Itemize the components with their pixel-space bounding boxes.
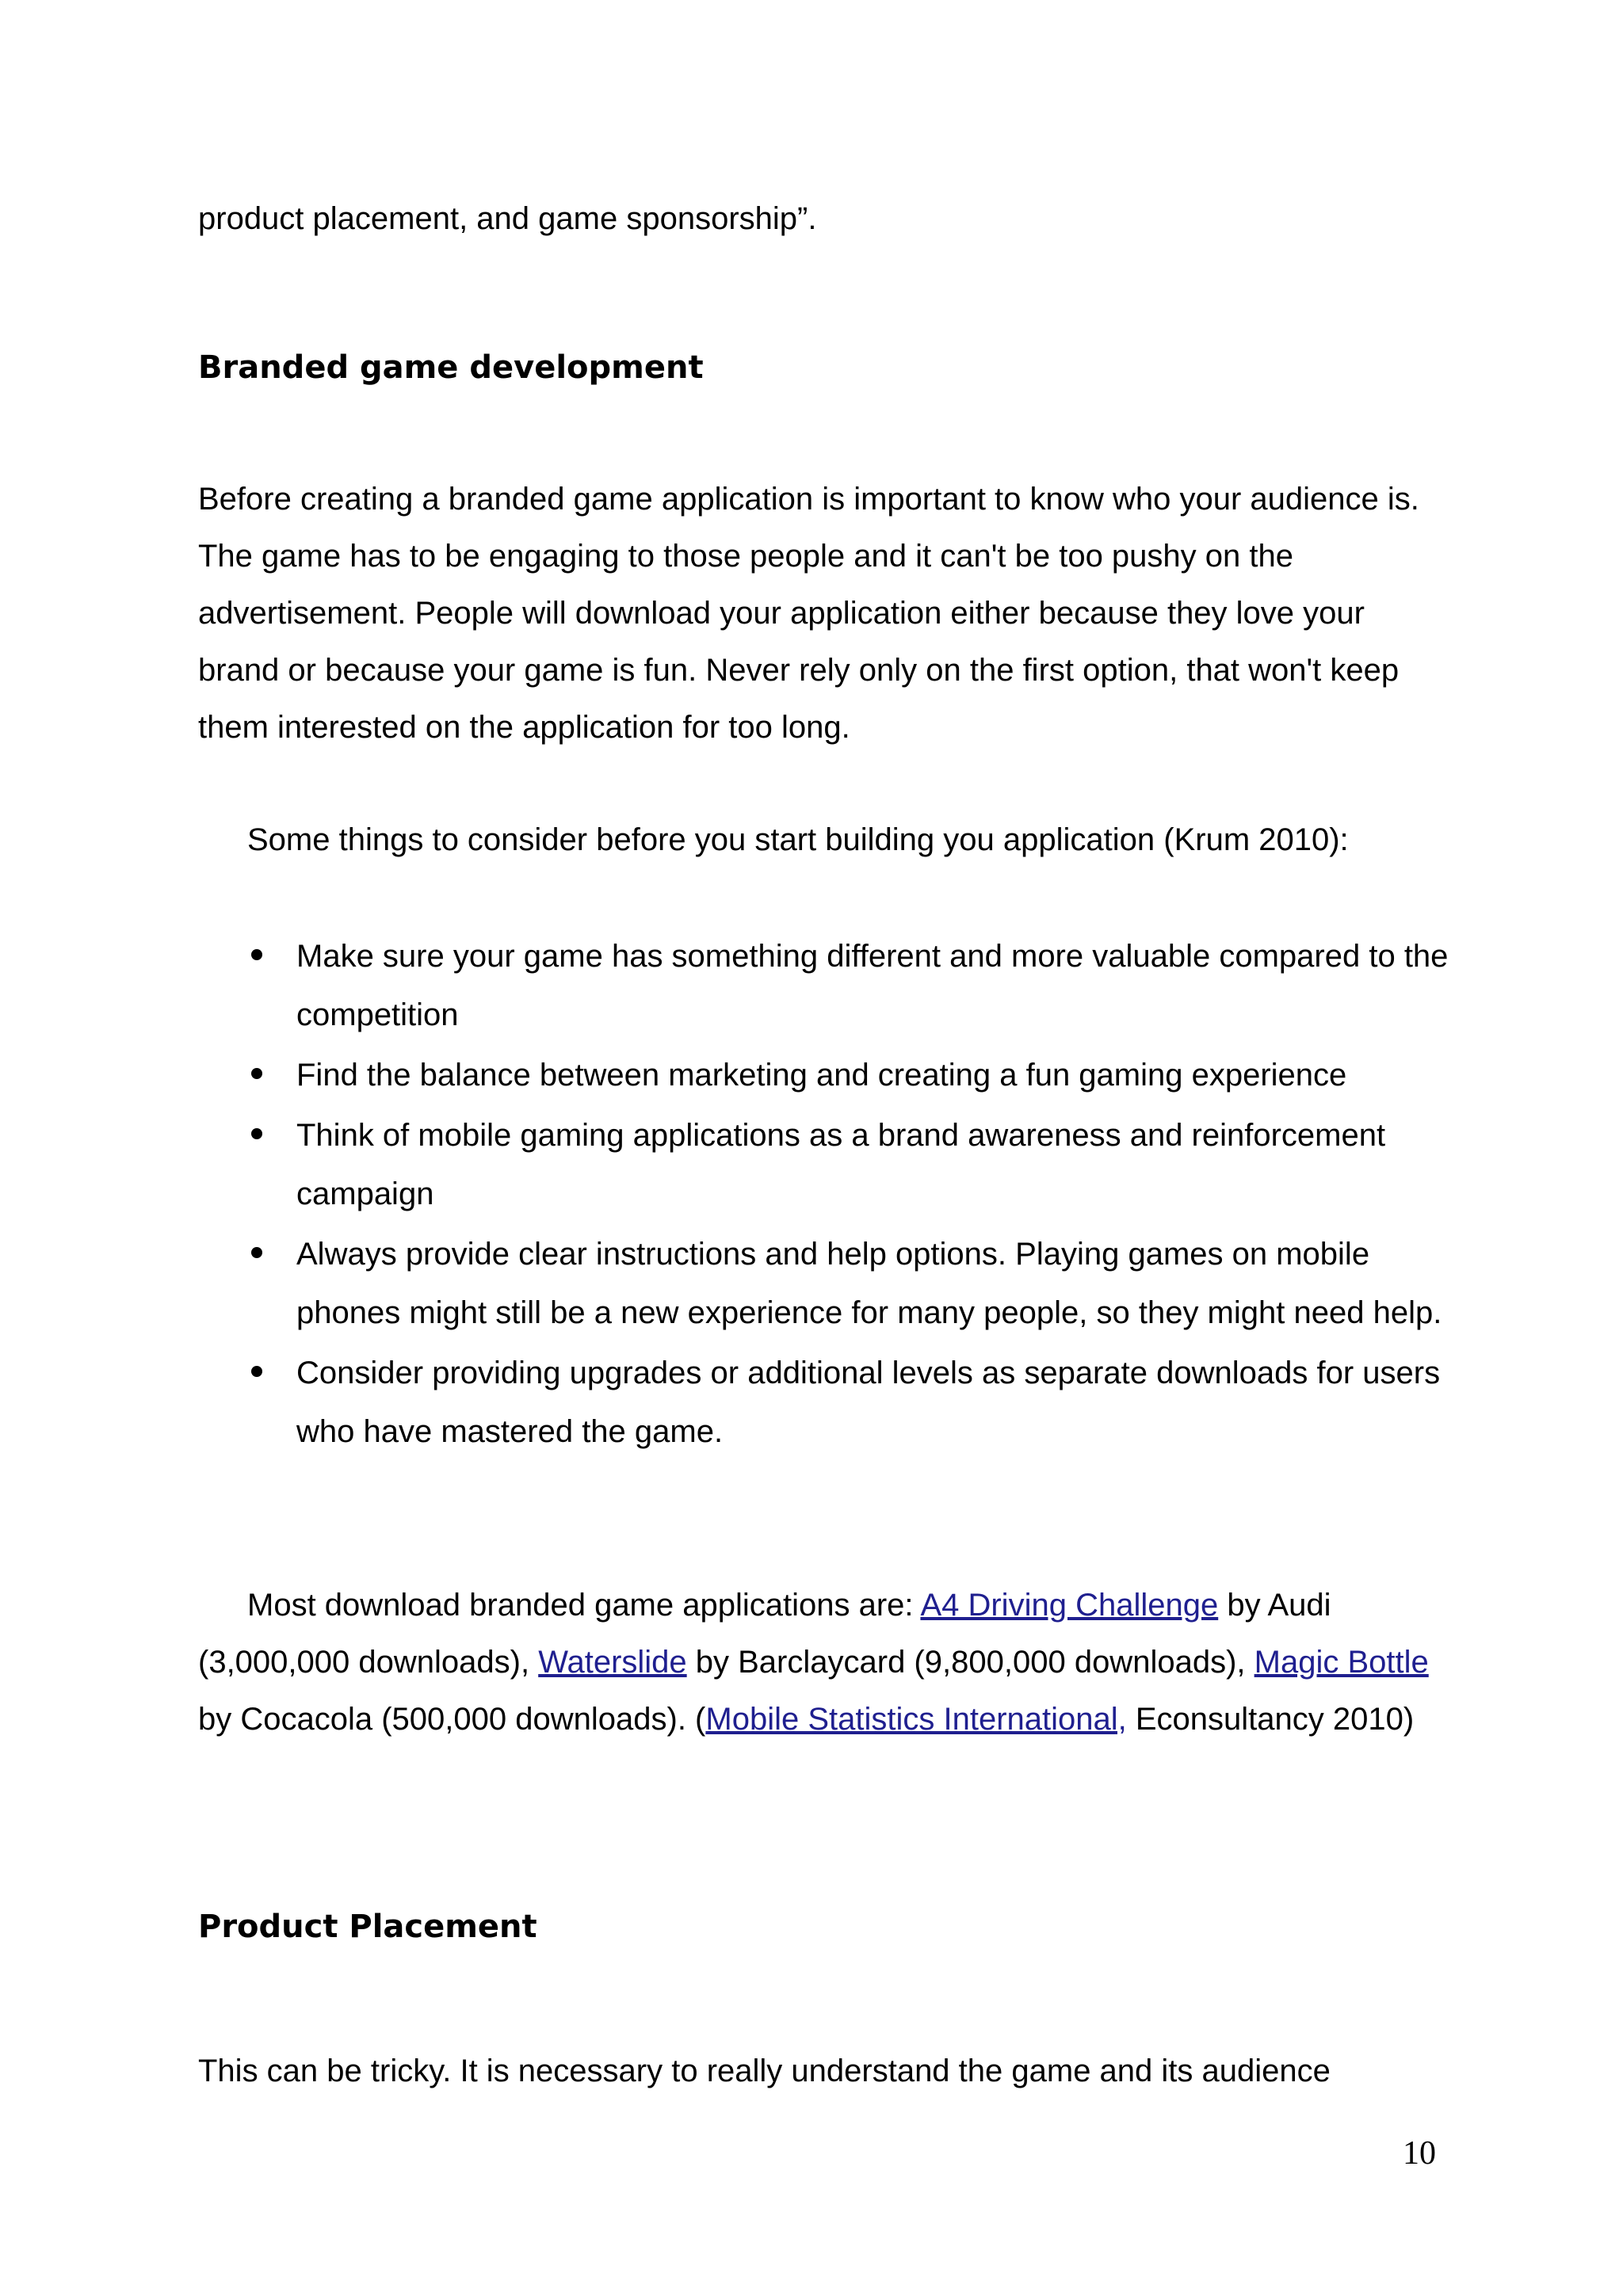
list-item (198, 927, 1466, 1044)
bullet-icon (251, 1247, 262, 1258)
link-mobile-statistics-international[interactable]: Mobile Statistics International, (705, 1702, 1127, 1737)
intro-line: product placement, and game sponsorship”. (198, 201, 817, 236)
downloads-text-4: Econsultancy 2010) (1126, 1702, 1415, 1737)
list-item-text: Think of mobile gaming applications as a brand awareness and reinforcement campaign (296, 1118, 1386, 1211)
downloads-text-1: by Audi (3,000,000 downloads), (198, 1588, 1331, 1680)
list-item-text: Find the balance between marketing and creating a fun gaming experience (296, 1058, 1347, 1093)
bullet-icon (251, 1128, 262, 1139)
bullet-icon (251, 1366, 262, 1377)
list-item (198, 1046, 1466, 1104)
heading-product-placement: Product Placement (198, 1909, 537, 1945)
consider-intro: Some things to consider before you start building you application (Krum 2010): (247, 822, 1349, 857)
list-item (198, 1344, 1466, 1461)
list-item-text: Always provide clear instructions and help options. Playing games on mobile phones might still be a new experience for many people, so they might need help. (296, 1237, 1442, 1330)
downloads-paragraph (198, 1577, 1450, 1748)
consider-list (198, 927, 1466, 1463)
bullet-icon (251, 949, 262, 960)
list-item-text: Make sure your game has something different and more valuable compared to the competition (296, 939, 1449, 1032)
heading-branded-game-development: Branded game development (198, 349, 704, 386)
downloads-lead: Most download branded game applications are: (247, 1588, 921, 1623)
list-item-text: Consider providing upgrades or additional levels as separate downloads for users who have mastered the game. (296, 1356, 1441, 1449)
paragraph-product-placement: This can be tricky. It is necessary to really understand the game and its audience (198, 2054, 1331, 2088)
list-item (198, 1225, 1466, 1342)
page-number: 10 (1403, 2135, 1436, 2172)
link-magic-bottle[interactable]: Magic Bottle (1254, 1645, 1429, 1680)
link-waterslide[interactable]: Waterslide (538, 1645, 687, 1680)
downloads-text-3: by Cocacola (500,000 downloads). ( (198, 1702, 706, 1737)
bullet-icon (251, 1068, 262, 1079)
paragraph-branded-game: Before creating a branded game application is important to know who your audience is. The game has to be engaging to those people and it can't be too pushy on the advertisement. People will download your application either because they love your brand or because your game is fun. Never rely only on the first option, that won't keep them interested on the application for too long. (198, 482, 1419, 745)
link-a4-driving-challenge[interactable]: A4 Driving Challenge (920, 1588, 1219, 1623)
list-item (198, 1106, 1466, 1223)
downloads-text-2: by Barclaycard (9,800,000 downloads), (686, 1645, 1254, 1680)
